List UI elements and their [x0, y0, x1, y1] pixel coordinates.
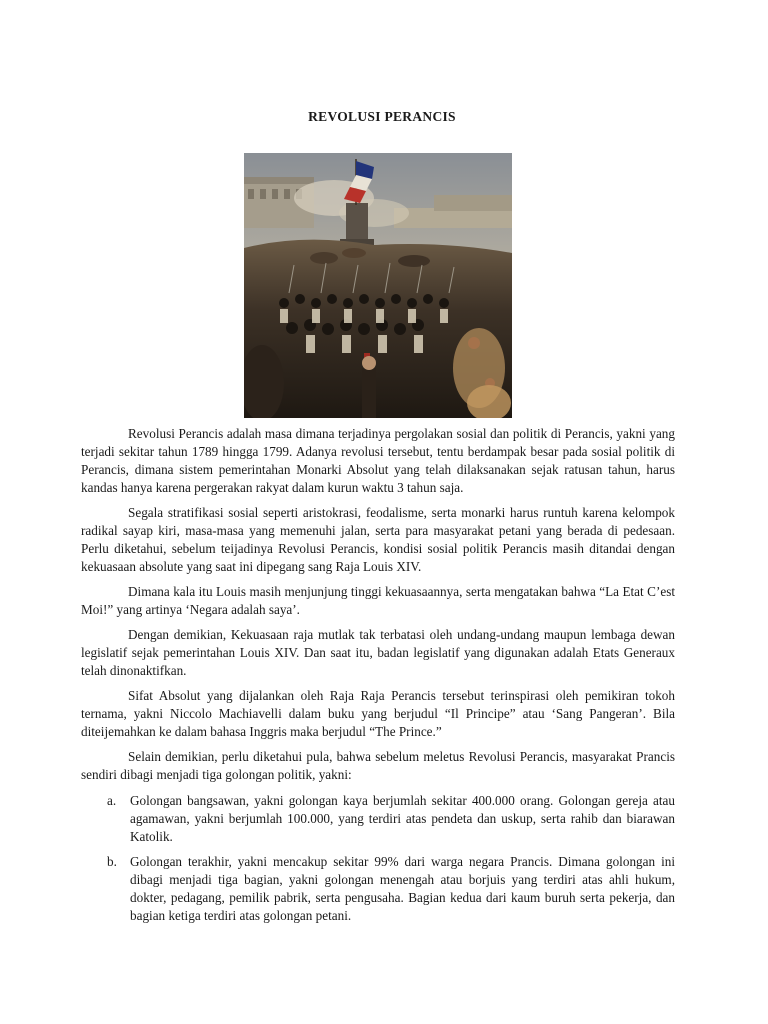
list-marker: a. — [107, 793, 117, 808]
paragraph-2: Segala stratifikasi sosial seperti aristokrasi, feodalisme, serta monarki harus runtuh karena kelompok radikal sayap kiri, masa-masa yang memenuhi jalan, serta para masyarakat petani yang berada di pedesaan. Perlu diketahui, sebelum teijadinya Revolusi Perancis, kondisi sosial politik Perancis masih ditandai dengan kekuasaan absolute yang saat ini dipegang sang Raja Louis XIV. — [81, 505, 675, 574]
list-item — [81, 853, 675, 925]
list-item — [81, 792, 675, 846]
paragraph-5: Sifat Absolut yang dijalankan oleh Raja Raja Perancis tersebut terinspirasi oleh pemikiran tokoh ternama, yakni Niccolo Machiavelli dalam buku yang berjudul “Il Principe” atau ‘Sang Pangeran’. Bila diteijemahkan ke dalam bahasa Inggris maka berjudul “The Prince.” — [81, 688, 675, 739]
paragraph-1: Revolusi Perancis adalah masa dimana terjadinya pergolakan sosial dan politik di Perancis, yakni yang terjadi sekitar tahun 1789 hingga 1799. Adanya revolusi tersebut, tentu berdampak besar pada sosial politik di Perancis, dimana sistem pemerintahan Monarki Absolut yang telah dilaksanakan sejak ratusan tahun, harus kandas hanya karena pergerakan rakyat dalam kurun waktu 3 tahun saja. — [81, 426, 675, 495]
social-classes-list — [81, 792, 675, 925]
paragraph-3: Dimana kala itu Louis masih menjunjung tinggi kekuasaannya, serta mengatakan bahwa “La Etat C’est Moi!” yang artinya ‘Negara adalah saya’. — [81, 584, 675, 617]
paragraph-6: Selain demikian, perlu diketahui pula, bahwa sebelum meletus Revolusi Perancis, masyarakat Prancis sendiri dibagi menjadi tiga golongan politik, yakni: — [81, 749, 675, 782]
document-body — [81, 425, 675, 932]
list-item-text: Golongan terakhir, yakni mencakup sekitar 99% dari warga negara Prancis. Dimana golongan ini dibagi menjadi tiga bagian, yakni golongan menengah atau borjuis yang terdiri atas ahli hukum, dokter, pedagang, pemilik pabrik, serta pengusaha. Bagian kedua dari kaum buruh serta pekerja, dan bagian ketiga terdiri atas golongan petani. — [130, 854, 675, 923]
revolution-painting — [244, 153, 512, 418]
list-marker: b. — [107, 854, 117, 869]
document-title: REVOLUSI PERANCIS — [308, 109, 456, 124]
paragraph-4: Dengan demikian, Kekuasaan raja mutlak tak terbatasi oleh undang-undang maupun lembaga dewan legislatif sejak pemerintahan Louis XIV. Dan saat itu, badan legislatif yang digunakan adalah Etats Generaux telah dinonaktifkan. — [81, 627, 675, 678]
list-item-text: Golongan bangsawan, yakni golongan kaya berjumlah sekitar 400.000 orang. Golongan gereja atau agamawan, yakni berjumlah 100.000, yang terdiri atas pendeta dan uskup, serta rahib dan biarawan Katolik. — [130, 793, 675, 844]
